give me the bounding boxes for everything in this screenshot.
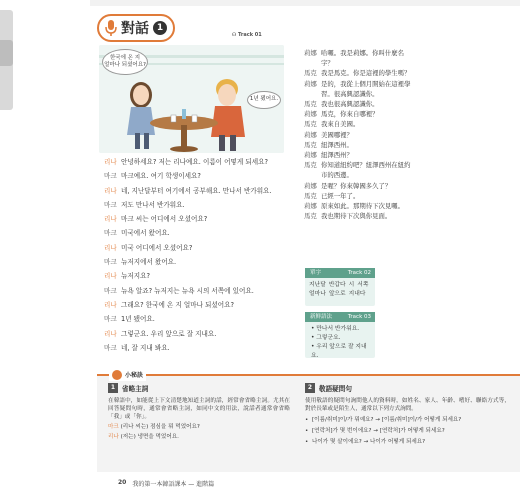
speaker-label: 莉娜 bbox=[304, 110, 317, 119]
tip-body: 在韓語中，如能從上下文清楚地知道主詞的話，經常會省略主詞。尤其在回答疑問句時，通常會省略主詞，如同中文的用法，說話者通常會省略「我」或「你」。 bbox=[108, 398, 290, 420]
key-icon bbox=[112, 370, 122, 380]
speaker-label: 리나 bbox=[104, 243, 117, 252]
line-text: 그렇군요. 우리 앞으로 잘 지내요. bbox=[121, 329, 217, 338]
dialogue-line bbox=[104, 299, 294, 313]
vocab-word: 앞으로 bbox=[328, 291, 346, 297]
speaker-label: 리나 bbox=[104, 272, 117, 281]
line-text: 뉴저지요? bbox=[121, 272, 150, 281]
line-text: 紐澤西州。 bbox=[321, 140, 353, 149]
line-text: 뉴욕 알죠? 뉴저지는 뉴욕 시의 서쪽에 있어요. bbox=[121, 286, 254, 295]
vocab-word: 시 bbox=[348, 282, 355, 288]
translation-line bbox=[304, 201, 414, 211]
translation-line bbox=[304, 191, 414, 201]
korean-dialogue bbox=[104, 156, 294, 356]
expression-box bbox=[305, 312, 375, 358]
dialogue-line bbox=[104, 342, 294, 356]
page-footer bbox=[118, 479, 214, 488]
section-title bbox=[97, 14, 175, 42]
line-text: 我也期待下次與你見面。 bbox=[321, 212, 392, 221]
speaker-label: 리나 bbox=[104, 158, 117, 166]
translation-line bbox=[304, 119, 414, 129]
dialogue-line bbox=[104, 242, 294, 256]
page-number: 20 bbox=[118, 479, 127, 486]
track-label[interactable]: ☊ Track 01 bbox=[232, 32, 262, 38]
vocab-word: 얼마나 bbox=[309, 291, 326, 297]
vocab-box bbox=[305, 268, 375, 306]
section-title-text: 對話 bbox=[121, 21, 149, 37]
dialogue-line bbox=[104, 156, 294, 170]
vocab-header: 單字 Track 02 bbox=[305, 268, 375, 278]
line-text: 是的，我從上個月開始在這裡學習。很高興認識你。 bbox=[321, 79, 411, 98]
speaker-label: 莉娜 bbox=[304, 130, 317, 139]
speaker-label: 리나 bbox=[104, 300, 117, 309]
line-text: 我也很高興認識你。 bbox=[321, 100, 379, 109]
top-bar bbox=[90, 0, 520, 6]
speaker-label: 마크 bbox=[104, 343, 117, 352]
vocab-grid bbox=[305, 278, 375, 302]
tip-bullet: • [이름/취미]이/가 뭐예요? → [이름/취미]이/가 어떻게 되세요? bbox=[305, 417, 462, 423]
dialogue-line bbox=[104, 328, 294, 342]
line-text: 그래요? 한국에 온 지 얼마나 되셨어요? bbox=[121, 300, 235, 309]
line-text: 뉴저지에서 왔어요. bbox=[121, 258, 177, 267]
line-text: 1년 됐어요. bbox=[121, 315, 155, 324]
speaker-label: 馬克 bbox=[304, 120, 317, 129]
expression-item: • 우리 앞으로 잘 지내요. bbox=[311, 344, 367, 359]
line-text: 是喔？你來韓國多久了？ bbox=[321, 181, 392, 190]
tip-example: 리나 (저는) 냉면을 먹었어요. bbox=[108, 434, 179, 440]
translation-line bbox=[304, 79, 414, 99]
tip-example: 마크 (리나 씨는) 점심을 뭐 먹었어요? bbox=[108, 424, 200, 430]
vocab-word: 지난달 bbox=[309, 282, 326, 288]
speaker-label: 리나 bbox=[104, 329, 117, 338]
dialogue-line bbox=[104, 199, 294, 213]
line-text: 馬克，你來自哪裡？ bbox=[321, 110, 379, 119]
line-text: 저도 만나서 반가워요. bbox=[121, 200, 185, 209]
tip-omit-subject bbox=[108, 383, 290, 441]
section-number: 1 bbox=[153, 21, 167, 35]
line-text: 原來如此。那期待下次見囉。 bbox=[321, 202, 405, 211]
tips-divider bbox=[97, 374, 520, 376]
dialogue-line bbox=[104, 285, 294, 299]
expression-list bbox=[305, 322, 375, 364]
dialogue-illustration bbox=[99, 45, 284, 153]
translation-line bbox=[304, 48, 414, 68]
vocab-word: 반갑다 bbox=[328, 282, 346, 288]
speaker-label: 莉娜 bbox=[304, 181, 317, 190]
line-text: 我是馬克。你是這裡的學生嗎？ bbox=[321, 69, 411, 78]
line-text: 마크 씨는 어디에서 오셨어요? bbox=[121, 215, 208, 224]
speaker-label: 莉娜 bbox=[304, 202, 317, 211]
dialogue-line bbox=[104, 313, 294, 327]
dialogue-line bbox=[104, 270, 294, 284]
line-text: 안녕하세요? 저는 리나예요. 이름이 어떻게 되세요? bbox=[121, 158, 268, 166]
translation-line bbox=[304, 181, 414, 191]
tip-heading: 2 敬語疑問句 bbox=[305, 383, 510, 393]
tip-body: 使用敬語的疑問句詢問他人的資料時，如姓名、家人、年齡、嗜好、聯絡方式等，對於長輩或是陌生人，通常以下列方式詢問。 bbox=[305, 398, 510, 412]
chinese-dialogue bbox=[304, 48, 414, 221]
expression-item: • 그렇군요. bbox=[311, 335, 341, 341]
speaker-label: 馬克 bbox=[304, 212, 317, 221]
line-text: 你知道紐約吧？紐澤西州在紐約市的西邊。 bbox=[321, 161, 411, 180]
expression-item: • 만나서 반가워요. bbox=[311, 326, 360, 332]
speaker-label: 馬克 bbox=[304, 140, 317, 149]
line-text: 미국에서 왔어요. bbox=[121, 229, 170, 238]
tip-honorific-question bbox=[305, 383, 510, 446]
dialogue-line bbox=[104, 170, 294, 184]
line-text: 已經一年了。 bbox=[321, 191, 360, 200]
line-text: 美國哪裡？ bbox=[321, 130, 353, 139]
tips-label: 小秘訣 bbox=[109, 368, 146, 381]
line-text: 哈囉。我是莉娜。你叫什麼名字？ bbox=[321, 49, 405, 68]
speaker-label: 리나 bbox=[104, 186, 117, 195]
tip-bullet: • 나이가 몇 살이에요? → 나이가 어떻게 되세요? bbox=[305, 439, 426, 445]
translation-line bbox=[304, 211, 414, 221]
dialogue-line bbox=[104, 227, 294, 241]
speaker-label: 馬克 bbox=[304, 100, 317, 109]
speaker-label: 마크 bbox=[104, 200, 117, 209]
translation-line bbox=[304, 150, 414, 160]
side-tab-marker bbox=[0, 40, 13, 66]
speaker-label: 마크 bbox=[104, 286, 117, 295]
line-text: 네, 지난달부터 여기에서 공부해요. 만나서 반가워요. bbox=[121, 186, 272, 195]
dialogue-line bbox=[104, 256, 294, 270]
translation-line bbox=[304, 68, 414, 78]
speaker-label: 마크 bbox=[104, 172, 117, 181]
translation-line bbox=[304, 160, 414, 180]
speaker-label: 莉娜 bbox=[304, 49, 317, 57]
tip-bullet: • [연락처]가 몇 번이에요? → [연락처]가 어떻게 되세요? bbox=[305, 428, 445, 434]
book-title: 我的第一本韓語課本 — 進階篇 bbox=[132, 481, 215, 488]
line-text: 我來自美國。 bbox=[321, 120, 360, 129]
line-text: 紐澤西州？ bbox=[321, 151, 353, 160]
speaker-label: 莉娜 bbox=[304, 151, 317, 160]
line-text: 마크예요. 여기 학생이세요? bbox=[121, 172, 201, 181]
speaker-label: 마크 bbox=[104, 315, 117, 324]
line-text: 네, 잘 지내 봐요. bbox=[121, 343, 170, 352]
speaker-label: 리나 bbox=[104, 215, 117, 224]
speaker-label: 馬克 bbox=[304, 69, 317, 78]
speech-bubble-right: 1년 됐어요. bbox=[247, 91, 281, 109]
dialogue-line bbox=[104, 185, 294, 199]
dialogue-line bbox=[104, 213, 294, 227]
translation-line bbox=[304, 109, 414, 119]
line-text: 미국 어디에서 오셨어요? bbox=[121, 243, 193, 252]
tip-heading: 1 省略主詞 bbox=[108, 383, 290, 393]
microphone-icon bbox=[105, 20, 117, 36]
vocab-word: 서쪽 bbox=[357, 282, 369, 288]
speaker-label: 馬克 bbox=[304, 191, 317, 200]
expression-header: 新鮮語法 Track 03 bbox=[305, 312, 375, 322]
speech-bubble-left: 한국에 온 지 얼마나 되셨어요? bbox=[102, 49, 148, 75]
speaker-label: 莉娜 bbox=[304, 79, 317, 88]
translation-line bbox=[304, 99, 414, 109]
translation-line bbox=[304, 140, 414, 150]
speaker-label: 마크 bbox=[104, 229, 117, 238]
speaker-label: 마크 bbox=[104, 258, 117, 267]
translation-line bbox=[304, 130, 414, 140]
vocab-word: 지내다 bbox=[348, 291, 366, 297]
speaker-label: 馬克 bbox=[304, 161, 317, 170]
